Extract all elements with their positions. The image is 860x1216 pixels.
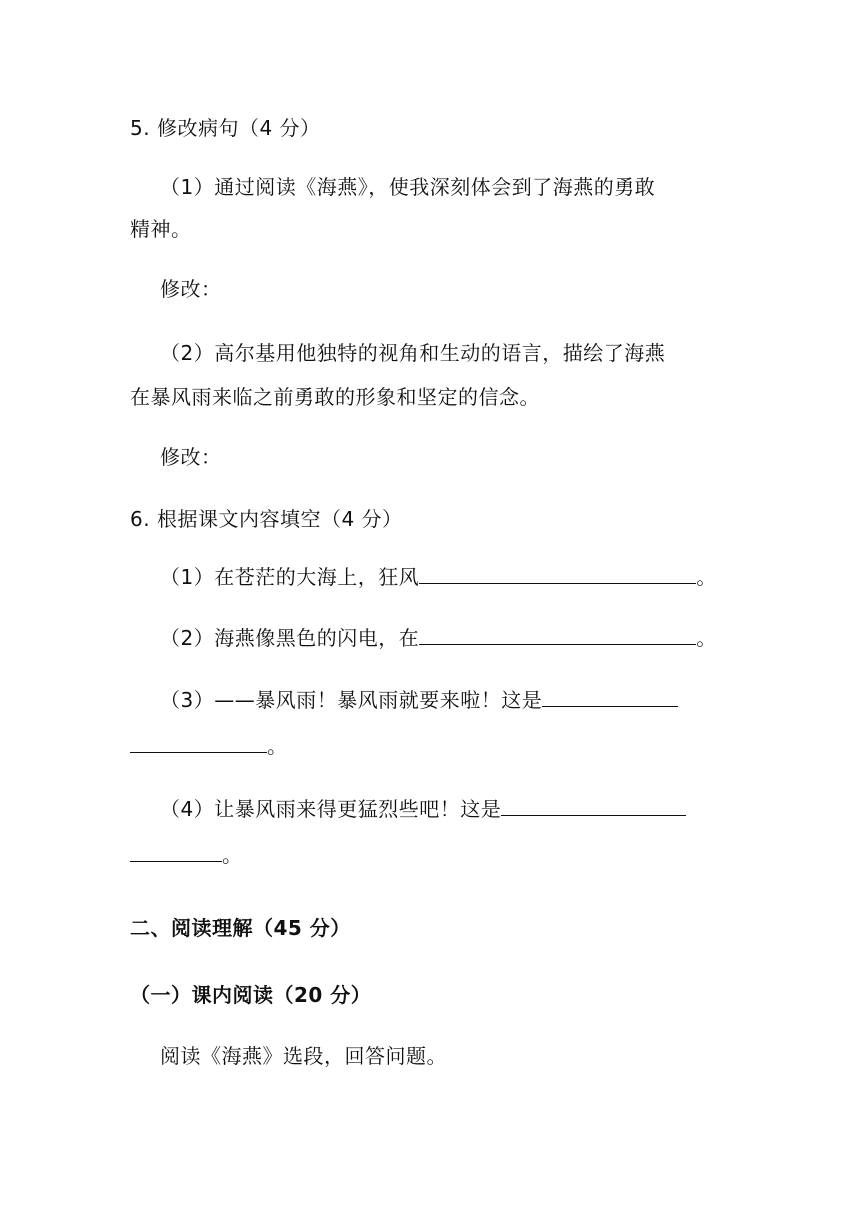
q6-fill4-end: 。 xyxy=(222,843,243,867)
q5-heading: 5. 修改病句（4 分） xyxy=(130,116,321,140)
q5-sentence2-line2: 在暴风雨来临之前勇敢的形象和坚定的信念。 xyxy=(130,385,540,409)
q6-fill3-line1 xyxy=(160,686,678,714)
q6-fill4-blank-a[interactable] xyxy=(501,795,686,816)
reading-instruction: 阅读《海燕》选段，回答问题。 xyxy=(160,1044,447,1068)
q6-fill2-end: 。 xyxy=(696,626,717,650)
q6-fill2 xyxy=(160,624,717,652)
q6-heading: 6. 根据课文内容填空（4 分） xyxy=(130,507,403,531)
q5-fix1-label: 修改： xyxy=(160,277,222,301)
q6-fill1-blank[interactable] xyxy=(419,563,696,584)
q6-fill4-line1 xyxy=(160,795,686,823)
q6-fill4-line2 xyxy=(130,841,243,869)
q6-fill2-blank[interactable] xyxy=(419,624,696,645)
section2-sub1-heading: （一）课内阅读（20 分） xyxy=(130,983,372,1007)
q6-fill2-text: （2）海燕像黑色的闪电，在 xyxy=(160,626,420,650)
q6-fill1-text: （1）在苍茫的大海上，狂风 xyxy=(160,565,420,589)
q6-fill3-blank-a[interactable] xyxy=(542,686,678,707)
section2-heading: 二、阅读理解（45 分） xyxy=(130,916,351,940)
q6-fill3-text: （3）——暴风雨！暴风雨就要来啦！这是 xyxy=(160,688,543,712)
q6-fill4-text: （4）让暴风雨来得更猛烈些吧！这是 xyxy=(160,797,502,821)
q6-fill4-blank-b[interactable] xyxy=(130,841,222,862)
q5-sentence1-line2: 精神。 xyxy=(130,217,192,241)
q5-sentence1-line1: （1）通过阅读《海燕》，使我深刻体会到了海燕的勇敢 xyxy=(160,175,656,199)
q5-sentence2-line1: （2）高尔基用他独特的视角和生动的语言，描绘了海燕 xyxy=(160,341,666,365)
q6-fill3-line2 xyxy=(130,732,288,760)
q6-fill3-end: 。 xyxy=(267,734,288,758)
q6-fill1 xyxy=(160,563,717,591)
q5-fix2-label: 修改： xyxy=(160,445,222,469)
q6-fill3-blank-b[interactable] xyxy=(130,732,267,753)
q6-fill1-end: 。 xyxy=(696,565,717,589)
